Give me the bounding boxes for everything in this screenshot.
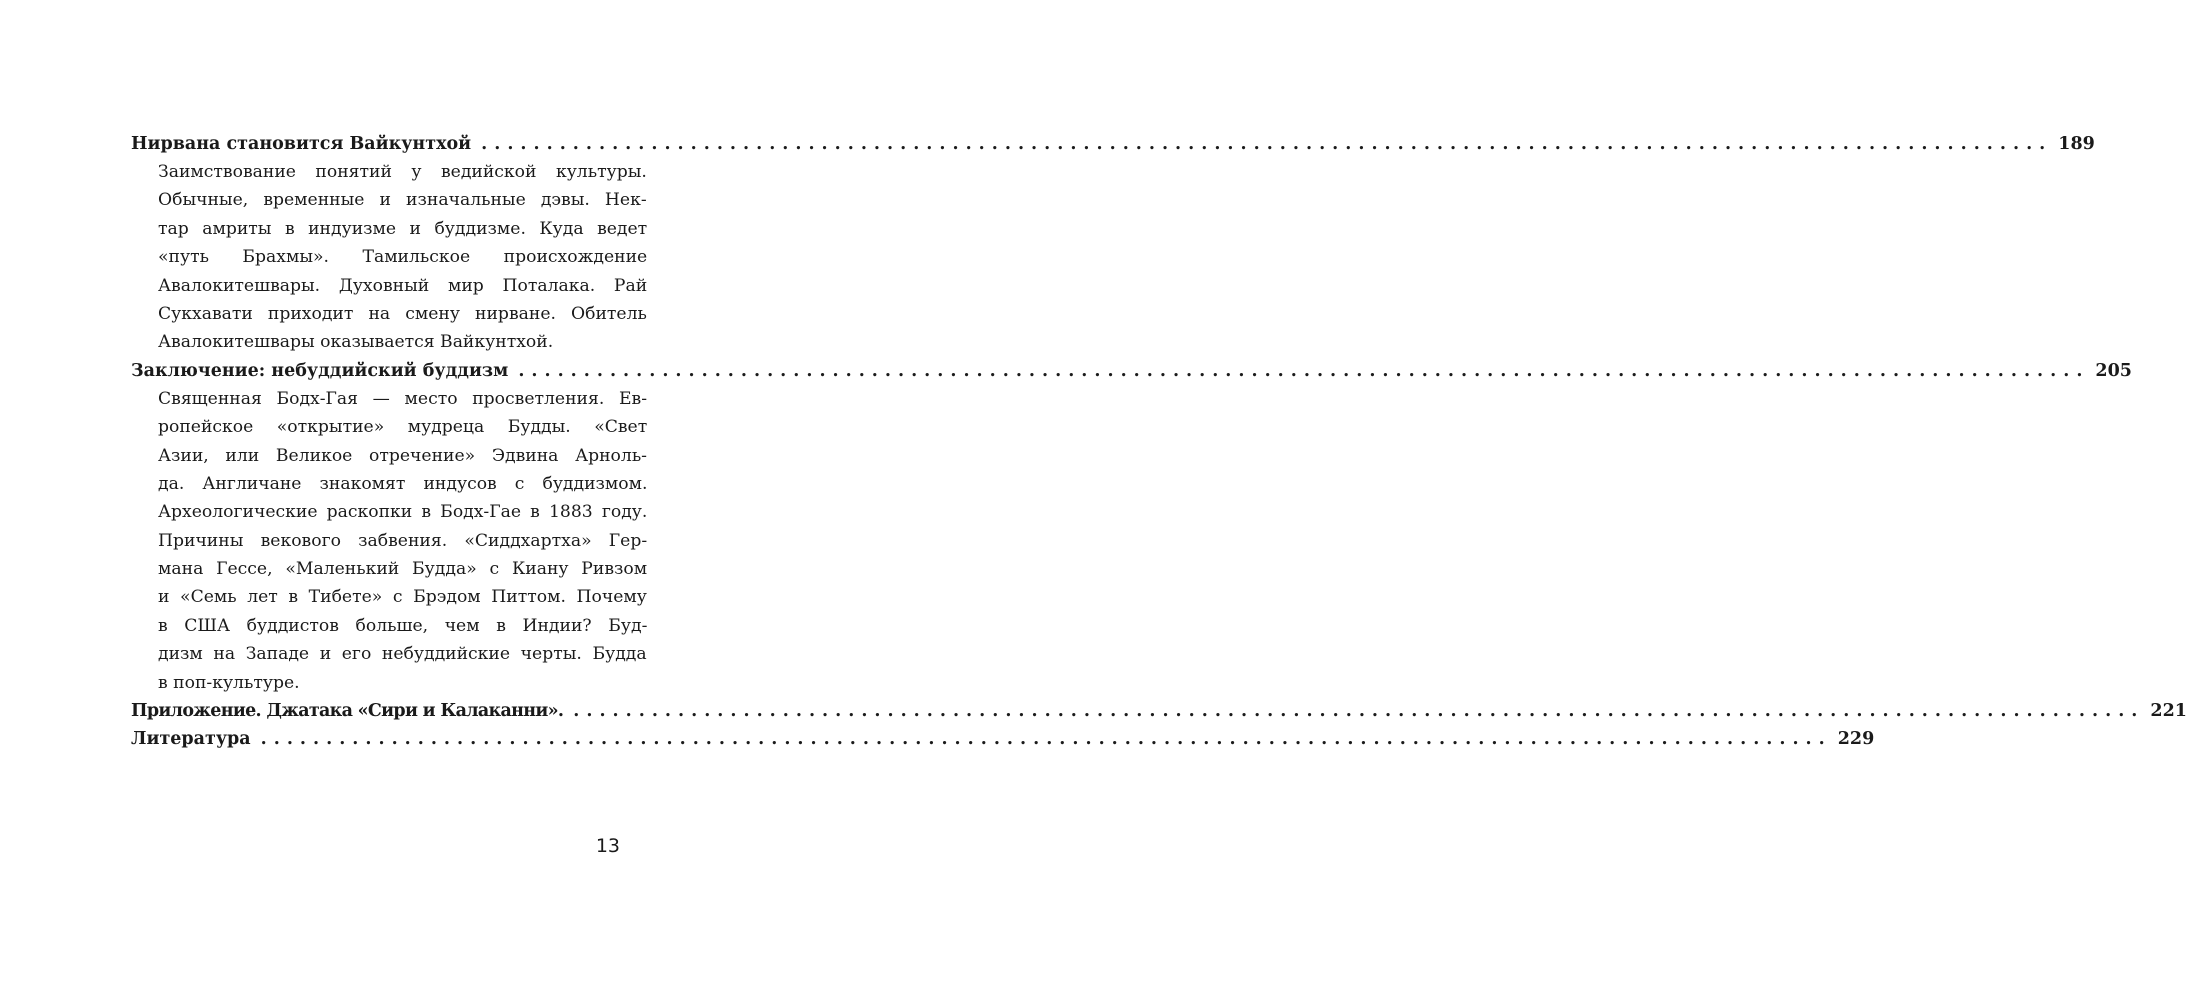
toc-entry-title: Литература — [131, 729, 251, 750]
description-line: Авалокитешвары. Духовный мир Поталака. Рай — [158, 275, 648, 296]
toc-entry-description — [131, 158, 648, 357]
description-line: Причины векового забвения. «Сиддхартха» Гер- — [158, 530, 648, 551]
description-line: Авалокитешвары оказывается Вайкунтхой. — [158, 332, 554, 353]
dot-leader: ........................................................................................................................ — [260, 729, 1832, 750]
description-line: да. Англичане знакомят индусов с буддизмом. — [158, 473, 648, 494]
toc-entry-page: 189 — [2058, 134, 2095, 154]
description-line: тар амриты в индуизме и буддизме. Куда ведет — [158, 218, 648, 239]
dot-leader: ........................................................................................................................ — [573, 701, 2145, 722]
toc-heading-row — [131, 697, 2187, 725]
toc-entry — [131, 357, 2132, 697]
toc-entry-page: 205 — [2095, 360, 2132, 381]
toc-entry-title: Приложение. Джатака «Сири и Калаканни». — [131, 701, 564, 722]
description-line: и «Семь лет в Тибете» с Брэдом Питтом. Почему — [158, 587, 647, 608]
description-line: Священная Бодх-Гая — место просветления. Ев- — [158, 388, 648, 409]
description-line: в поп-культуре. — [158, 672, 300, 693]
toc-heading-row — [131, 357, 2132, 385]
toc-heading-row — [131, 725, 1875, 753]
description-line: Азии, или Великое отречение» Эдвина Арноль- — [158, 445, 647, 466]
description-line: Обычные, временные и изначальные дэвы. Нек- — [158, 190, 647, 211]
toc-entry-description — [131, 385, 648, 697]
description-line: «путь Брахмы». Тамильское происхождение — [158, 247, 648, 268]
description-line: мана Гессе, «Маленький Будда» с Киану Ривзом — [158, 559, 648, 580]
toc-entry-title: Заключение: небуддийский буддизм — [131, 360, 509, 381]
description-line: Сукхавати приходит на смену нирване. Обитель — [158, 303, 647, 324]
page-number: 13 — [595, 835, 620, 857]
description-line: дизм на Западе и его небуддийские черты. Будда — [158, 644, 647, 665]
description-line: Заимствование понятий у ведийской культуры. — [158, 162, 647, 182]
description-line: ропейское «открытие» мудреца Будды. «Свет — [158, 417, 648, 438]
toc-entry-page: 221 — [2150, 701, 2187, 722]
toc-heading-row — [131, 130, 2095, 158]
description-line: Археологические раскопки в Бодх-Гае в 1883 году. — [158, 502, 648, 523]
description-line: в США буддистов больше, чем в Индии? Буд- — [158, 615, 648, 636]
toc-entry — [131, 697, 2187, 725]
dot-leader: ........................................................................................................................ — [518, 360, 2090, 381]
toc-entry-title: Нирвана становится Вайкунтхой — [131, 134, 472, 154]
table-of-contents — [131, 130, 2187, 753]
dot-leader: ........................................................................................................................ — [481, 134, 2053, 154]
toc-entry-page: 229 — [1837, 729, 1875, 750]
toc-entry — [131, 130, 2095, 357]
toc-entry — [131, 725, 1875, 753]
